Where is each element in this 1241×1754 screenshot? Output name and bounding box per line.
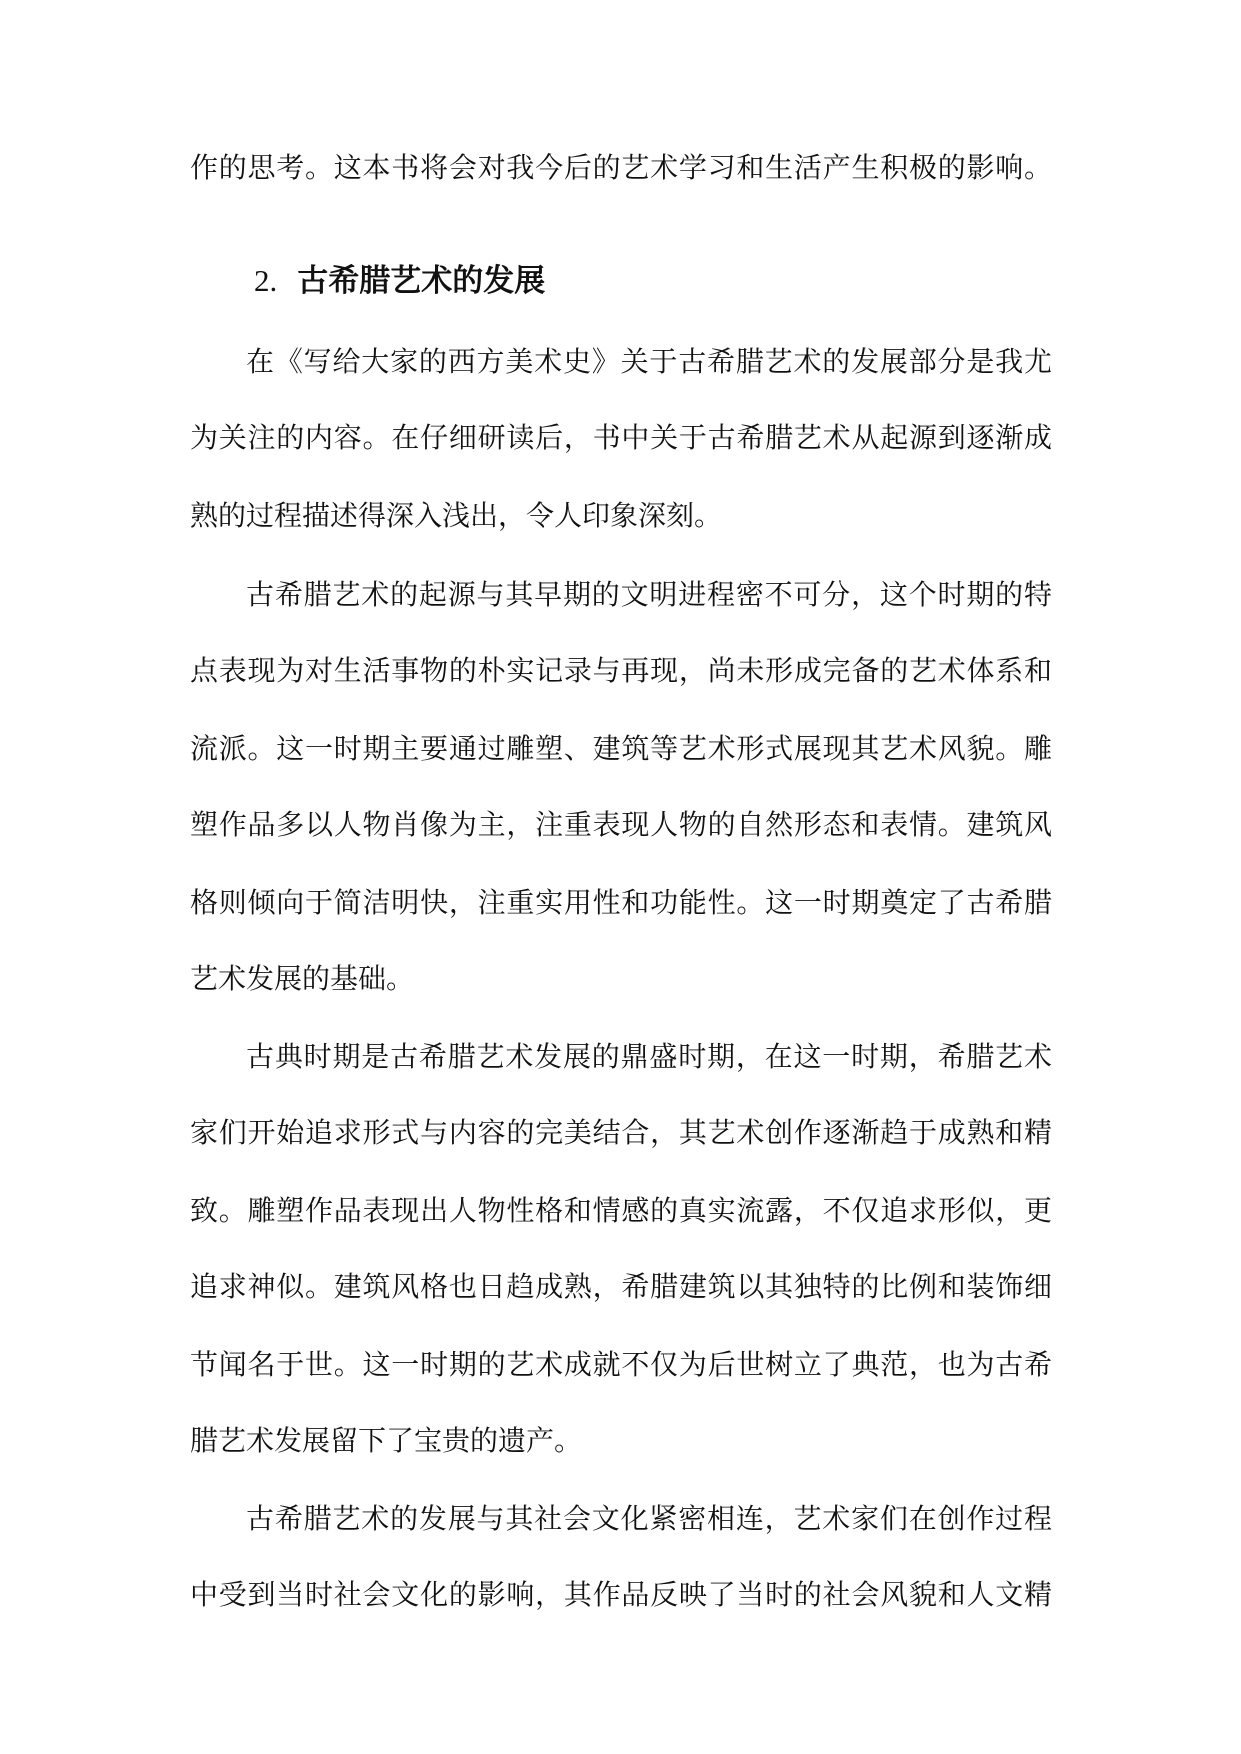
- paragraph-3-line-4: 追求神似。建筑风格也日趋成熟，希腊建筑以其独特的比例和装饰细: [190, 1270, 1052, 1303]
- section-title: 古希腊艺术的发展: [297, 263, 546, 299]
- paragraph-1-line-1: 在《写给大家的西方美术史》关于古希腊艺术的发展部分是我尤: [246, 345, 1052, 378]
- paragraph-2-line-5: 格则倾向于简洁明快，注重实用性和功能性。这一时期奠定了古希腊: [190, 886, 1052, 919]
- paragraph-3-line-5: 节闻名于世。这一时期的艺术成就不仅为后世树立了典范，也为古希: [190, 1348, 1052, 1381]
- paragraph-2-line-2: 点表现为对生活事物的朴实记录与再现，尚未形成完备的艺术体系和: [190, 654, 1052, 687]
- paragraph-4-line-1: 古希腊艺术的发展与其社会文化紧密相连，艺术家们在创作过程: [246, 1502, 1052, 1535]
- paragraph-4-line-2: 中受到当时社会文化的影响，其作品反映了当时的社会风貌和人文精: [190, 1578, 1052, 1611]
- paragraph-3-line-3: 致。雕塑作品表现出人物性格和情感的真实流露，不仅追求形似，更: [190, 1194, 1052, 1227]
- section-heading: [254, 259, 545, 303]
- paragraph-3-line-1: 古典时期是古希腊艺术发展的鼎盛时期，在这一时期，希腊艺术: [246, 1040, 1052, 1073]
- paragraph-1-line-3: 熟的过程描述得深入浅出，令人印象深刻。: [190, 499, 723, 532]
- paragraph-3-line-6: 腊艺术发展留下了宝贵的遗产。: [190, 1424, 583, 1457]
- section-number: 2.: [254, 263, 278, 298]
- paragraph-2-line-1: 古希腊艺术的起源与其早期的文明进程密不可分，这个时期的特: [246, 578, 1052, 611]
- paragraph-2-line-3: 流派。这一时期主要通过雕塑、建筑等艺术形式展现其艺术风貌。雕: [190, 732, 1052, 765]
- paragraph-2-line-4: 塑作品多以人物肖像为主，注重表现人物的自然形态和表情。建筑风: [190, 808, 1052, 841]
- intro-tail-line: 作的思考。这本书将会对我今后的艺术学习和生活产生积极的影响。: [190, 151, 1052, 184]
- paragraph-2-line-6: 艺术发展的基础。: [190, 962, 415, 995]
- paragraph-3-line-2: 家们开始追求形式与内容的完美结合，其艺术创作逐渐趋于成熟和精: [190, 1116, 1052, 1149]
- paragraph-1-line-2: 为关注的内容。在仔细研读后，书中关于古希腊艺术从起源到逐渐成: [190, 421, 1052, 454]
